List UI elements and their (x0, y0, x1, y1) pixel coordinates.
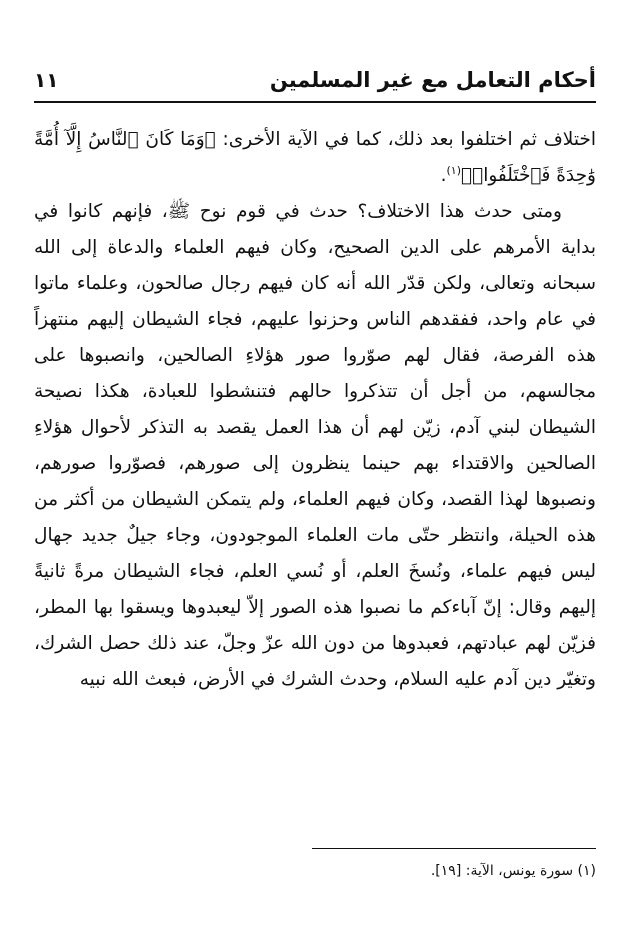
paragraph-1 (34, 122, 596, 194)
footnote-reference: (١) (446, 163, 461, 177)
paragraph-1-end: . (440, 165, 447, 186)
page-header (34, 66, 596, 106)
footnote: (١) سورة يونس، الآية: [١٩]. (430, 863, 596, 879)
paragraph-1-text: اختلاف ثم اختلفوا بعد ذلك، كما في الآية الأخرى: (215, 129, 596, 150)
header-rule (34, 101, 596, 103)
footnote-rule (312, 848, 596, 849)
paragraph-2: ومتى حدث هذا الاختلاف؟ حدث في قوم نوح ﷺ، فإنهم كانوا في بداية الأمرهم على الدين الصحيح، وكان فيهم العلماء والدعاة إلى الله سبحانه وتعالى، ولكن قدّر الله أنه كان فيهم رجال صالحون، وعلماء ماتوا في عام واحد، ففقدهم الناس وحزنوا عليهم، فجاء الشيطان إليهم منتهزاً هذه الفرصة، فقال لهم صوّروا صور هؤلاءِ الصالحين، وانصبوها على مجالسهم، من أجل أن تتذكروا حالهم فتنشطوا للعبادة، هكذا نصيحة الشيطان لبني آدم، زيّن لهم أن هذا العمل يقصد به التذكر لأحوال هؤلاءِ الصالحين والاقتداء بهم حينما ينظرون إلى صورهم، فصوّروا صورهم، ونصبوها لهذا القصد، وكان فيهم العلماء، ولم يتمكن الشيطان من أكثر من هذه الحيلة، وانتظر حتّى مات العلماء الموجودون، وجاء جيلٌ جديد جهال ليس فيهم علماء، ونُسخَ العلم، أو نُسي العلم، فجاء الشيطان مرةً ثانيةً إليهم وقال: إنّ آباءكم ما نصبوا هذه الصور إلاّ ليعبدوها ويسقوا بها المطر، فزيّن لهم عبادتهم، فعبدوها من دون الله عزّ وجلّ، عند ذلك حصل الشرك، وتغيّر دين آدم عليه السلام، وحدث الشرك في الأرض، فبعث الله نبيه (34, 201, 596, 690)
quran-quote: ﴿وَمَا كَانَ ٱلنَّاسُ إِلَّآ أُمَّةً وَٰحِدَةً فَٱخْتَلَفُوا۟﴾ (34, 129, 596, 186)
running-title: أحكام التعامل مع غير المسلمين (269, 68, 596, 92)
page-number: ١١ (34, 68, 59, 92)
body-text (34, 122, 596, 698)
